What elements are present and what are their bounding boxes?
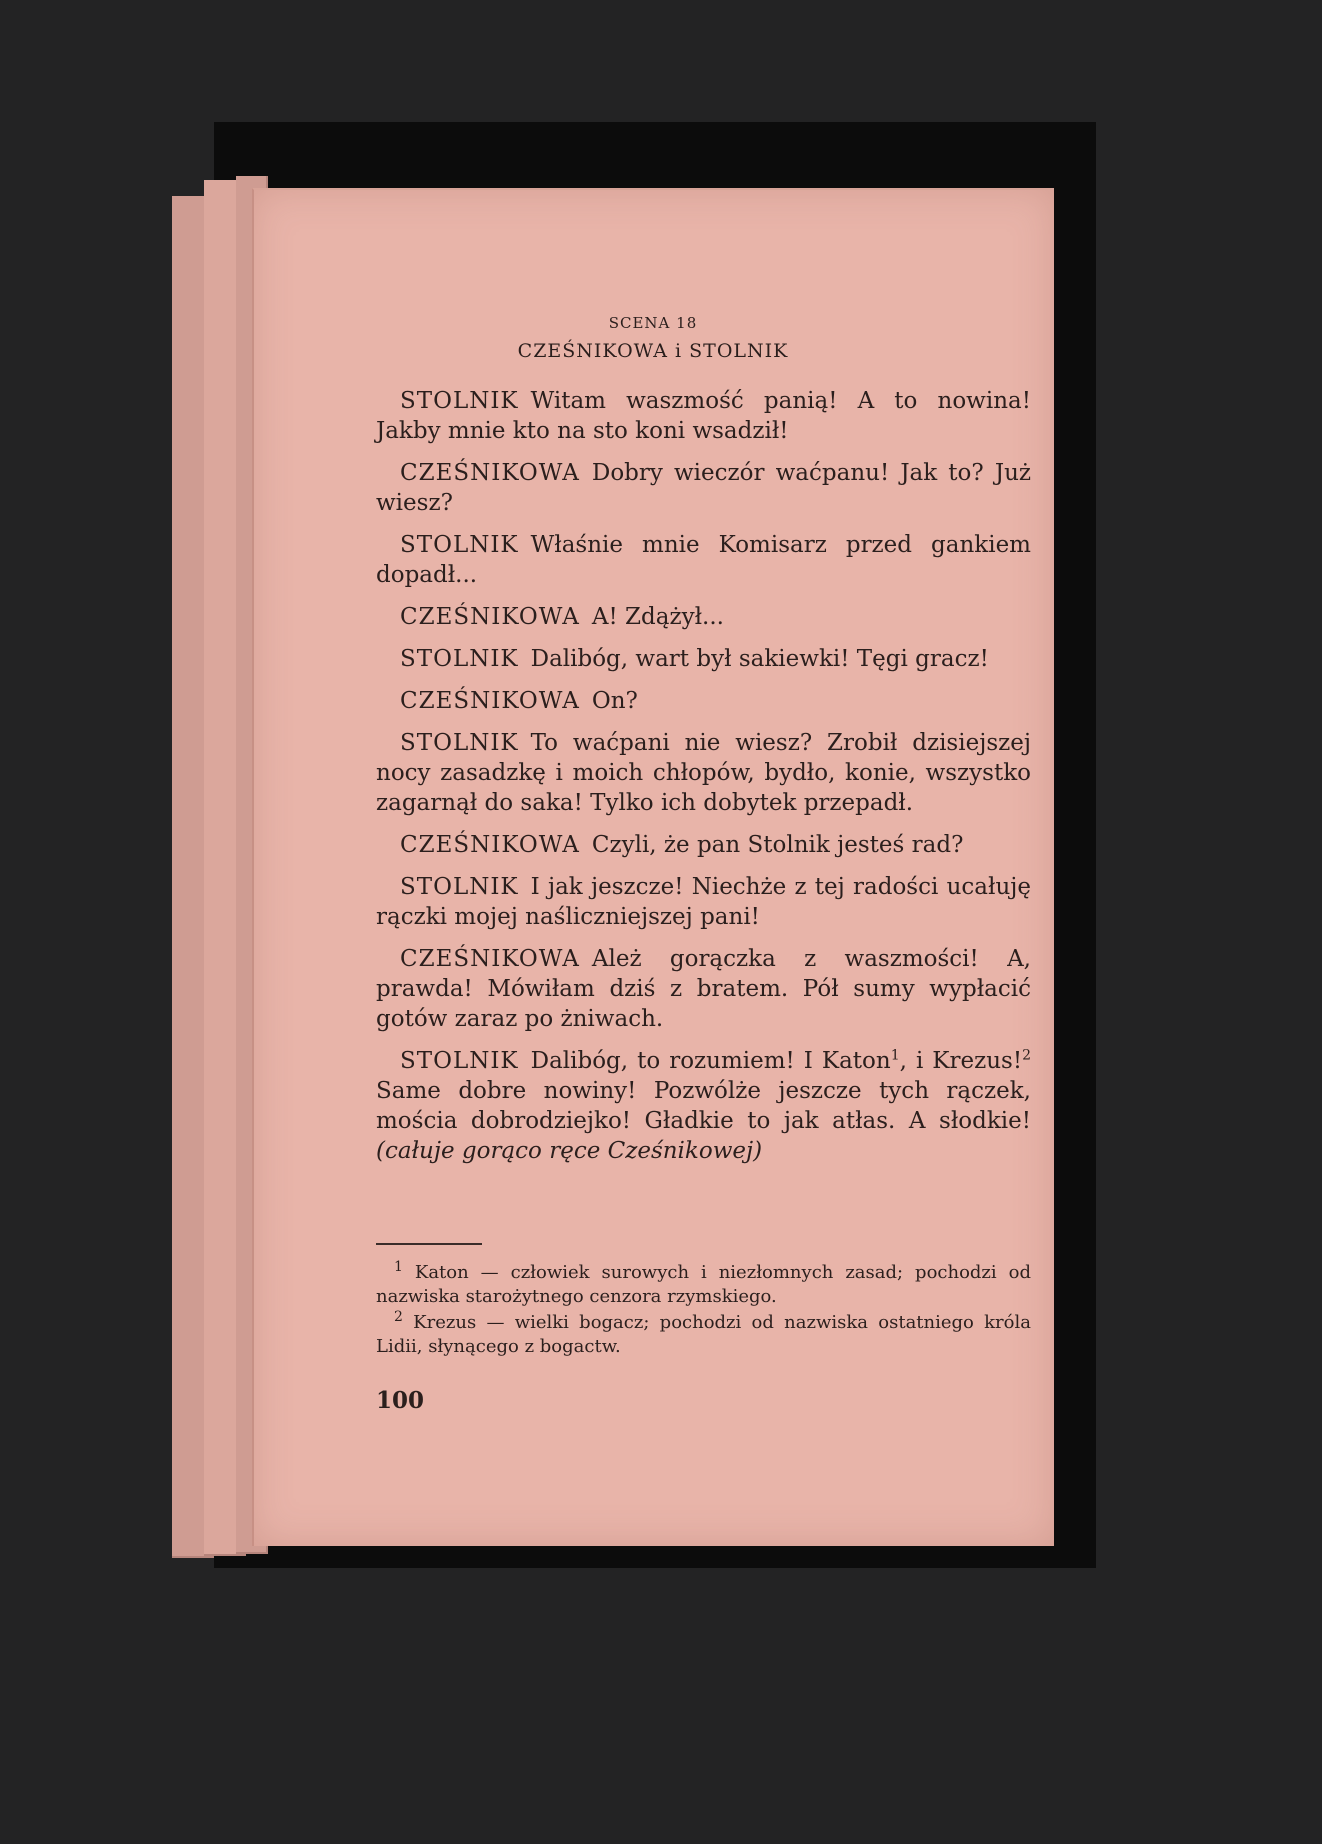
footnote-divider xyxy=(376,1243,482,1245)
dialogue-line xyxy=(376,602,1031,632)
dialogue-text: Właśnie mnie Komisarz przed gankiem dopadł... xyxy=(376,532,1031,588)
dialogue-line xyxy=(376,872,1031,932)
dialogue-line xyxy=(376,644,1031,674)
dialogue-line xyxy=(376,386,1031,446)
footnote-marker: 2 xyxy=(394,1309,403,1325)
dialogue-text: , i Krezus! xyxy=(899,1048,1023,1074)
dialogue-text: Dalibóg, to rozumiem! I Katon xyxy=(530,1048,891,1074)
speaker-name: STOLNIK xyxy=(400,1048,519,1074)
speaker-name: STOLNIK xyxy=(400,874,519,900)
footnote-text: Katon — człowiek surowych i niezłomnych zasad; pochodzi od nazwiska starożytnego cenzora rzymskiego. xyxy=(376,1262,1031,1307)
footnote-text: Krezus — wielki bogacz; pochodzi od nazwiska ostatniego króla Lidii, słynącego z bogactw. xyxy=(376,1312,1031,1357)
speaker-name: CZEŚNIKOWA xyxy=(400,946,580,972)
dialogue-line xyxy=(376,1046,1031,1166)
dialogue-line xyxy=(376,530,1031,590)
dialogue-text: Dobry wieczór waćpanu! Jak to? Już wiesz? xyxy=(376,460,1031,516)
dialogue-text: I jak jeszcze! Niechże z tej radości ucałuję rączki mojej naśliczniejszej pani! xyxy=(376,874,1031,930)
scene-number: SCENA 18 xyxy=(608,314,698,332)
page-number: 100 xyxy=(376,1387,425,1414)
speaker-name: CZEŚNIKOWA xyxy=(400,832,580,858)
dialogue-text: Czyli, że pan Stolnik jesteś rad? xyxy=(591,832,964,858)
dialogue-line xyxy=(376,944,1031,1034)
speaker-name: STOLNIK xyxy=(400,388,519,414)
speaker-name: CZEŚNIKOWA xyxy=(400,460,580,486)
dialogue-block xyxy=(376,386,1031,1178)
book-page xyxy=(252,188,1054,1546)
scene-characters: CZEŚNIKOWA i STOLNIK xyxy=(517,340,789,362)
dialogue-text: On? xyxy=(591,688,638,714)
dialogue-line xyxy=(376,458,1031,518)
footnote-marker: 1 xyxy=(394,1259,403,1275)
dialogue-text: Ależ gorączka z waszmości! A, prawda! Mówiłam dziś z bratem. Pół sumy wypłacić gotów zaraz po żniwach. xyxy=(376,946,1031,1032)
dialogue-text: Dalibóg, wart był sakiewki! Tęgi gracz! xyxy=(530,646,989,672)
speaker-name: STOLNIK xyxy=(400,646,519,672)
dialogue-line xyxy=(376,686,1031,716)
footnote xyxy=(376,1311,1031,1359)
footnote-reference: 1 xyxy=(890,1047,900,1064)
speaker-name: CZEŚNIKOWA xyxy=(400,688,580,714)
dialogue-line xyxy=(376,830,1031,860)
stage-direction: (całuje gorąco ręce Cześnikowej) xyxy=(376,1138,763,1164)
dialogue-text: To waćpani nie wiesz? Zrobił dzisiejszej nocy zasadzkę i moich chłopów, bydło, konie, wszystko zagarnął do saka! Tylko ich dobytek przepadł. xyxy=(376,730,1031,816)
dialogue-text: Witam waszmość panią! A to nowina! Jakby mnie kto na sto koni wsadził! xyxy=(376,388,1031,444)
dialogue-text: A! Zdążył... xyxy=(591,604,724,630)
speaker-name: STOLNIK xyxy=(400,730,519,756)
dialogue-line xyxy=(376,728,1031,818)
footnote xyxy=(376,1261,1031,1309)
footnote-reference: 2 xyxy=(1022,1047,1031,1064)
speaker-name: CZEŚNIKOWA xyxy=(400,604,580,630)
dialogue-text: Same dobre nowiny! Pozwólże jeszcze tych rączek, mościa dobrodziejko! Gładkie to jak atłas. A słodkie! xyxy=(376,1078,1031,1134)
speaker-name: STOLNIK xyxy=(400,532,519,558)
footnotes xyxy=(376,1261,1031,1361)
